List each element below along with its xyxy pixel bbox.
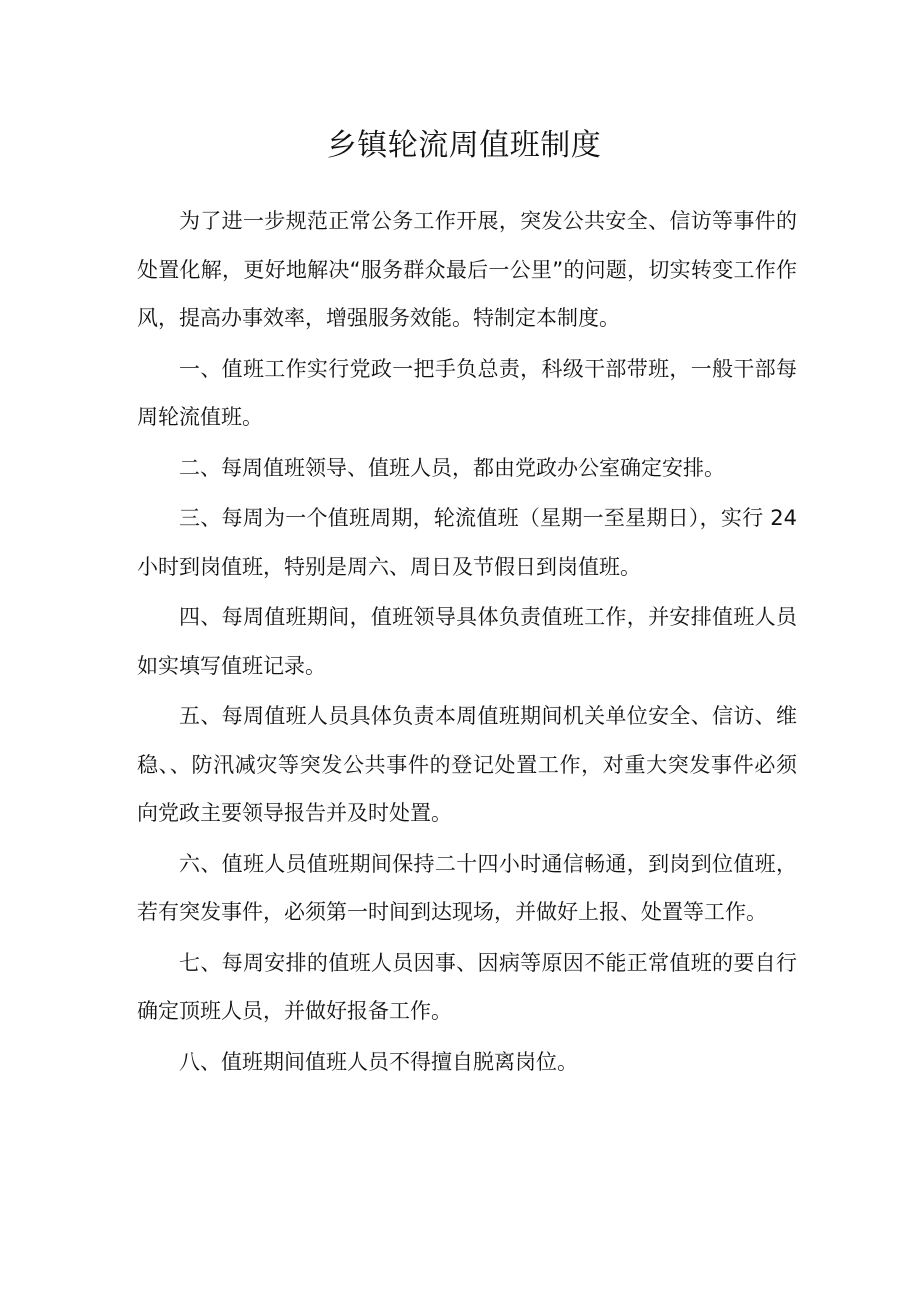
document-title: 乡镇轮流周值班制度	[326, 128, 602, 163]
paragraph-article-5: 五、每周值班人员具体负责本周值班期间机关单位安全、信访、维稳、、防汛减灾等突发公共事件的登记处置工作，对重大突发事件必须向党政主要领导报告并及时处置。	[137, 704, 797, 825]
paragraph-article-7: 七、每周安排的值班人员因事、因病等原因不能正常值班的要自行确定顶班人员，并做好报备工作。	[137, 950, 797, 1023]
document-body	[137, 197, 797, 1088]
paragraph-article-8: 八、值班期间值班人员不得擅自脱离岗位。	[179, 1049, 578, 1074]
paragraph-article-1: 一、值班工作实行党政一把手负总责，科级干部带班，一般干部每周轮流值班。	[137, 356, 797, 429]
paragraph-article-2: 二、每周值班领导、值班人员，都由党政办公室确定安排。	[179, 455, 725, 480]
paragraph-article-6: 六、值班人员值班期间保持二十四小时通信畅通，到岗到位值班，若有突发事件，必须第一时间到达现场，并做好上报、处置等工作。	[137, 851, 797, 924]
paragraph-article-4: 四、每周值班期间，值班领导具体负责值班工作，并安排值班人员如实填写值班记录。	[137, 605, 797, 678]
paragraph-intro: 为了进一步规范正常公务工作开展，突发公共安全、信访等事件的处置化解，更好地解决“服务群众最后一公里”的问题，切实转变工作作风，提高办事效率，增强服务效能。特制定本制度。	[137, 209, 797, 330]
paragraph-article-3: 三、每周为一个值班周期，轮流值班（星期一至星期日），实行 24 小时到岗值班，特别是周六、周日及节假日到岗值班。	[137, 506, 797, 579]
